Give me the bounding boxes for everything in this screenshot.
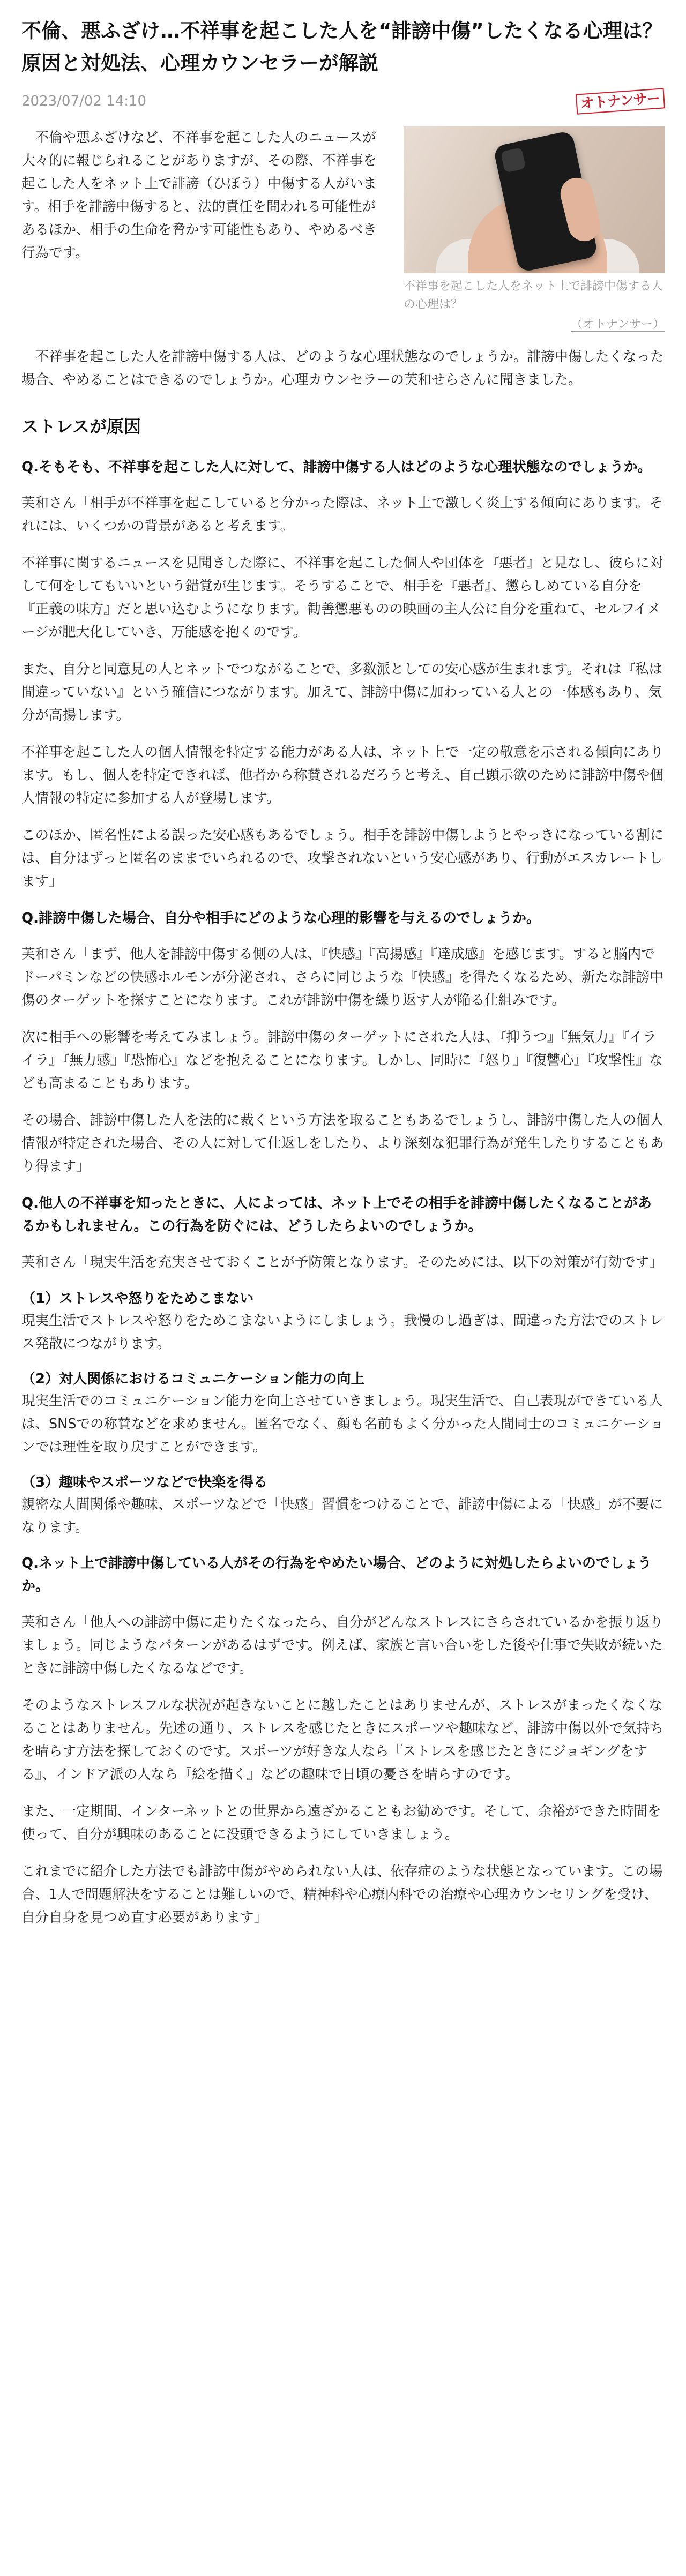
- tip-title: （1）ストレスや怒りをためこまない: [21, 1291, 254, 1307]
- question-3: Q.他人の不祥事を知ったときに、人によっては、ネット上でその相手を誹謗中傷したくなることがあるかもしれません。この行為を防ぐには、どうしたらよいのでしょうか。: [21, 1195, 652, 1234]
- question-1: Q.そもそも、不祥事を起こした人に対して、誹謗中傷する人はどのような心理状態なのでしょうか。: [21, 459, 652, 475]
- tip-title: （3）趣味やスポーツなどで快楽を得る: [21, 1474, 268, 1491]
- article-photo[interactable]: [404, 126, 665, 273]
- question-2: Q.誹謗中傷した場合、自分や相手にどのような心理的影響を与えるのでしょうか。: [21, 910, 540, 926]
- answer-1-paragraph: 不祥事に関するニュースを見聞きした際に、不祥事を起こした個人や団体を『悪者』と見なし、彼らに対して何をしてもいいという錯覚が生じます。そうすることで、相手を『悪者』、懲らしめている自分を『正義の味方』だと思い込むようになります。勧善懲悪ものの映画の主人公に自分を重ねて、セルフイメージが肥大化していき、万能感を抱くのです。: [21, 555, 663, 640]
- intro-block: [21, 126, 665, 332]
- image-caption: 不祥事を起こした人をネット上で誹謗中傷する人の心理は？: [404, 280, 663, 311]
- answer-1-paragraph: また、自分と同意見の人とネットでつながることで、多数派としての安心感が生まれます。それは『私は間違っていない』という確信につながります。加えて、誹謗中傷に加わっている人との一体感もあり、気分が高揚します。: [21, 661, 662, 723]
- answer-2-paragraph: 次に相手への影響を考えてみましょう。誹謗中傷のターゲットにされた人は、『抑うつ』『無気力』『イライラ』『無力感』『恐怖心』などを抱えることになります。しかし、同時に『怒り』『復讐心』『攻撃性』なども高まることもあります。: [21, 1029, 663, 1091]
- image-credit-link[interactable]: （オトナンサー）: [571, 318, 665, 331]
- answer-4-paragraph: これまでに紹介した方法でも誹謗中傷がやめられない人は、依存症のような状態となっています。この場合、1人で問題解決をすることは難しいので、精神科や心療内科での治療や心理カウンセリングを受け、自分自身を見つめ直す必要があります」: [21, 1863, 663, 1926]
- article-figure: [404, 126, 665, 332]
- publish-date: 2023/07/02 14:10: [21, 93, 147, 109]
- section-heading: ストレスが原因: [21, 416, 141, 437]
- article-meta: [21, 91, 665, 111]
- answer-1-paragraph: 芙和さん「相手が不祥事を起こしていると分かった際は、ネット上で激しく炎上する傾向にあります。それには、いくつかの背景があると考えます。: [21, 495, 663, 534]
- image-credit: [404, 315, 665, 332]
- answer-2-paragraph: 芙和さん「まず、他人を誹謗中傷する側の人は、『快感』『高揚感』『達成感』を感じます。すると脳内でドーパミンなどの快感ホルモンが分泌され、さらに同じような『快感』を得たくなるため、新たな誹謗中傷のターゲットを探すことになります。これが誹謗中傷を繰り返す人が陥る仕組みです。: [21, 946, 663, 1008]
- answer-1-paragraph: このほか、匿名性による誤った安心感もあるでしょう。相手を誹謗中傷しようとやっきになっている割には、自分はずっと匿名のままでいられるので、攻撃されないという安心感があり、行動がエスカレートします」: [21, 827, 664, 889]
- intro-paragraph: 不倫や悪ふざけなど、不祥事を起こした人のニュースが大々的に報じられることがありますが、その際、不祥事を起こした人をネット上で誹謗（ひぼう）中傷する人がいます。相手を誹謗中傷すると、法的責任を問われる可能性があるほか、相手の生命を脅かす可能性もあり、やめるべき行為です。: [21, 130, 377, 261]
- tip-text: 現実生活でのコミュニケーション能力を向上させていきましょう。現実生活で、自己表現ができている人は、SNSでの称賛などを求めません。匿名でなく、顔も名前もよく分かった人間同士のコミュニケーションでは理性を取り戻すことができます。: [21, 1393, 664, 1455]
- tip-text: 親密な人間関係や趣味、スポーツなどで「快感」習慣をつけることで、誹謗中傷による「快感」が不要になります。: [21, 1496, 663, 1536]
- answer-4-paragraph: 芙和さん「他人への誹謗中傷に走りたくなったら、自分がどんなストレスにさらされているかを振り返りましょう。同じようなパターンがあるはずです。例えば、家族と言い合いをした後や仕事で失敗が続いたときに誹謗中傷したくなるなどです。: [21, 1614, 663, 1676]
- answer-4-paragraph: また、一定期間、インターネットとの世界から遠ざかることもお勧めです。そして、余裕ができた時間を使って、自分が興味のあることに没頭できるようにしていきましょう。: [21, 1803, 661, 1843]
- question-4: Q.ネット上で誹謗中傷している人がその行為をやめたい場合、どのように対処したらよいのでしょうか。: [21, 1555, 652, 1594]
- answer-2-paragraph: その場合、誹謗中傷した人を法的に裁くという方法を取ることもあるでしょうし、誹謗中傷した人の個人情報が特定された場合、その人に対して仕返しをしたり、より深刻な犯罪行為が発生したりすることもあり得ます」: [21, 1112, 664, 1174]
- answer-1-paragraph: 不祥事を起こした人の個人情報を特定する能力がある人は、ネット上で一定の敬意を示される傾向にあります。もし、個人を特定できれば、他者から称賛されるだろうと考え、自己顕示欲のために誹謗中傷や個人情報の特定に参加する人が登場します。: [21, 744, 664, 806]
- lead-paragraph: 不祥事を起こした人を誹謗中傷する人は、どのような心理状態なのでしょうか。誹謗中傷したくなった場合、やめることはできるのでしょうか。心理カウンセラーの芙和せらさんに聞きました。: [21, 349, 664, 388]
- tip-title: （2）対人関係におけるコミュニケーション能力の向上: [21, 1371, 365, 1387]
- answer-3-intro: 芙和さん「現実生活を充実させておくことが予防策となります。そのためには、以下の対策が有効です」: [21, 1254, 663, 1270]
- tip-text: 現実生活でストレスや怒りをためこまないようにしましょう。我慢のし過ぎは、間違った方法でのストレス発散につながります。: [21, 1313, 663, 1352]
- site-logo[interactable]: オトナンサー: [576, 88, 665, 114]
- answer-4-paragraph: そのようなストレスフルな状況が起きないことに越したことはありませんが、ストレスがまったくなくなることはありません。先述の通り、ストレスを感じたときにスポーツや趣味など、誹謗中傷以外で気持ちを晴らす方法を探しておくのです。スポーツが好きな人なら『ストレスを感じたときにジョギングをする』、インドア派の人なら『絵を描く』などの趣味で日頃の憂さを晴らすのです。: [21, 1697, 664, 1783]
- article-title: 不倫、悪ふざけ…不祥事を起こした人を“誹謗中傷”したくなる心理は？ 原因と対処法、心理カウンセラーが解説: [21, 19, 682, 74]
